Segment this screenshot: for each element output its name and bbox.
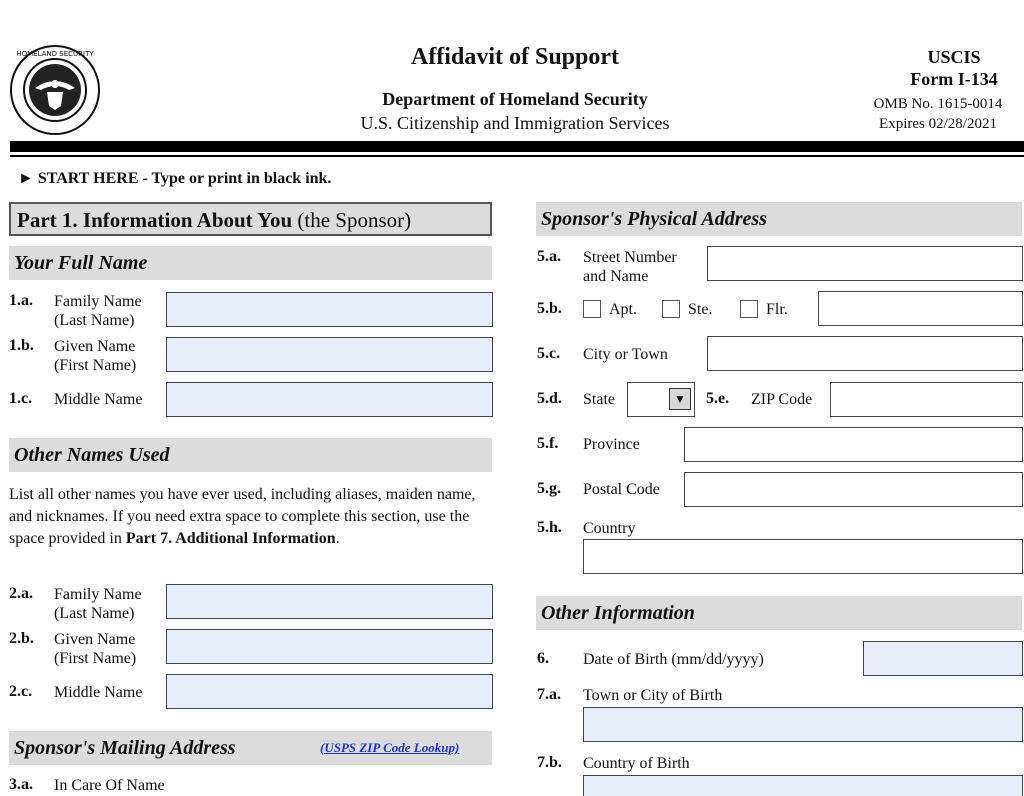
other-middle-name-input[interactable] [166, 674, 493, 709]
postal-code-label: Postal Code [583, 481, 660, 498]
street-input[interactable] [707, 246, 1023, 281]
ste-checkbox[interactable] [662, 300, 680, 318]
dob-input[interactable] [863, 641, 1023, 676]
agency-name: U.S. Citizenship and Immigration Services [360, 113, 670, 133]
city-label: City or Town [583, 346, 668, 363]
label-line: (First Name) [54, 357, 137, 374]
field-number: 3.a. [9, 776, 33, 793]
label-line: Street Number [583, 249, 677, 266]
family-name-input[interactable] [166, 292, 493, 327]
zip-input[interactable] [830, 382, 1023, 417]
instruction-end: . [335, 530, 340, 547]
state-select[interactable] [627, 382, 695, 417]
field-number: 5.a. [537, 248, 561, 265]
apt-checkbox[interactable] [583, 300, 601, 318]
label-line: Given Name [54, 338, 136, 355]
omb-block [858, 94, 1018, 134]
usps-zip-lookup-link[interactable]: (USPS ZIP Code Lookup) [320, 740, 460, 755]
field-number: 7.b. [537, 754, 562, 771]
dropdown-arrow-icon[interactable]: ▼ [669, 388, 691, 410]
header-divider-thick [10, 141, 1024, 152]
field-number: 5.c. [537, 345, 561, 362]
family-name-label [54, 292, 142, 330]
middle-name-input[interactable] [166, 382, 493, 417]
field-number: 5.g. [537, 480, 561, 497]
start-here-instruction: ► START HERE - Type or print in black ink. [18, 170, 332, 187]
town-of-birth-label: Town or City of Birth [583, 687, 723, 704]
label-line: (Last Name) [54, 605, 135, 622]
flr-checkbox[interactable] [740, 300, 758, 318]
other-family-name-input[interactable] [166, 584, 493, 619]
country-label: Country [583, 520, 636, 537]
province-input[interactable] [684, 427, 1023, 462]
other-given-name-input[interactable] [166, 629, 493, 664]
department-name: Department of Homeland Security [382, 89, 648, 109]
field-number: 1.b. [9, 337, 34, 354]
field-number: 2.a. [9, 585, 33, 602]
part1-header [9, 202, 492, 236]
field-number: 1.c. [9, 390, 33, 407]
in-care-of-label: In Care Of Name [54, 777, 165, 794]
country-input[interactable] [583, 539, 1023, 574]
part1-title: Part 1. Information About You [17, 208, 293, 232]
field-number: 2.c. [9, 683, 33, 700]
label-line: Family Name [54, 293, 142, 310]
instruction-text: List all other names you have ever used, including aliases, maiden name, and nicknames. If you need extra space to complete this section, use the space provided in [9, 486, 476, 547]
zip-label: ZIP Code [751, 391, 813, 408]
expiration-date: Expires 02/28/2021 [879, 116, 997, 132]
field-number: 5.f. [537, 435, 559, 452]
given-name-input[interactable] [166, 337, 493, 372]
mailing-address-title: Sponsor's Mailing Address [14, 737, 236, 759]
field-number: 1.a. [9, 292, 33, 309]
dob-label: Date of Birth (mm/dd/yyyy) [583, 651, 764, 668]
postal-code-input[interactable] [684, 472, 1023, 507]
unit-number-input[interactable] [818, 291, 1023, 326]
flr-label: Flr. [766, 301, 788, 318]
ste-label: Ste. [688, 301, 713, 318]
country-of-birth-label: Country of Birth [583, 755, 690, 772]
field-number: 5.h. [537, 519, 562, 536]
other-middle-name-label: Middle Name [54, 684, 143, 701]
uscis-label: USCIS [927, 47, 981, 67]
physical-address-heading: Sponsor's Physical Address [536, 202, 1022, 236]
field-number: 5.b. [537, 300, 562, 317]
header-divider-thin [10, 155, 1024, 157]
field-number: 5.e. [706, 390, 730, 407]
street-label [583, 248, 677, 286]
omb-number: OMB No. 1615-0014 [873, 96, 1003, 112]
form-number: Form I-134 [910, 69, 998, 89]
other-information-heading: Other Information [536, 596, 1022, 630]
dhs-seal-logo [9, 44, 101, 136]
given-name-label [54, 337, 136, 375]
middle-name-label: Middle Name [54, 391, 143, 408]
town-of-birth-input[interactable] [583, 707, 1023, 742]
label-line: (Last Name) [54, 312, 135, 329]
other-family-name-label [54, 585, 142, 623]
svg-text:HOMELAND SECURITY: HOMELAND SECURITY [16, 50, 94, 58]
instruction-reference: Part 7. Additional Information [125, 530, 336, 547]
other-names-instructions [9, 484, 479, 550]
label-line: Given Name [54, 631, 136, 648]
full-name-heading: Your Full Name [9, 246, 492, 280]
form-id-block [884, 46, 1024, 90]
label-line: and Name [583, 268, 649, 285]
country-of-birth-input[interactable] [583, 775, 1023, 796]
province-label: Province [583, 436, 640, 453]
part1-subtitle: (the Sponsor) [292, 208, 412, 232]
label-line: (First Name) [54, 650, 137, 667]
city-input[interactable] [707, 336, 1023, 371]
field-number: 2.b. [9, 630, 34, 647]
field-number: 6. [537, 650, 549, 667]
state-label: State [583, 391, 615, 408]
field-number: 5.d. [537, 390, 562, 407]
other-given-name-label [54, 630, 136, 668]
field-number: 7.a. [537, 686, 561, 703]
apt-label: Apt. [609, 301, 637, 318]
label-line: Family Name [54, 586, 142, 603]
form-title: Affidavit of Support [410, 44, 620, 70]
other-names-heading: Other Names Used [9, 438, 492, 472]
